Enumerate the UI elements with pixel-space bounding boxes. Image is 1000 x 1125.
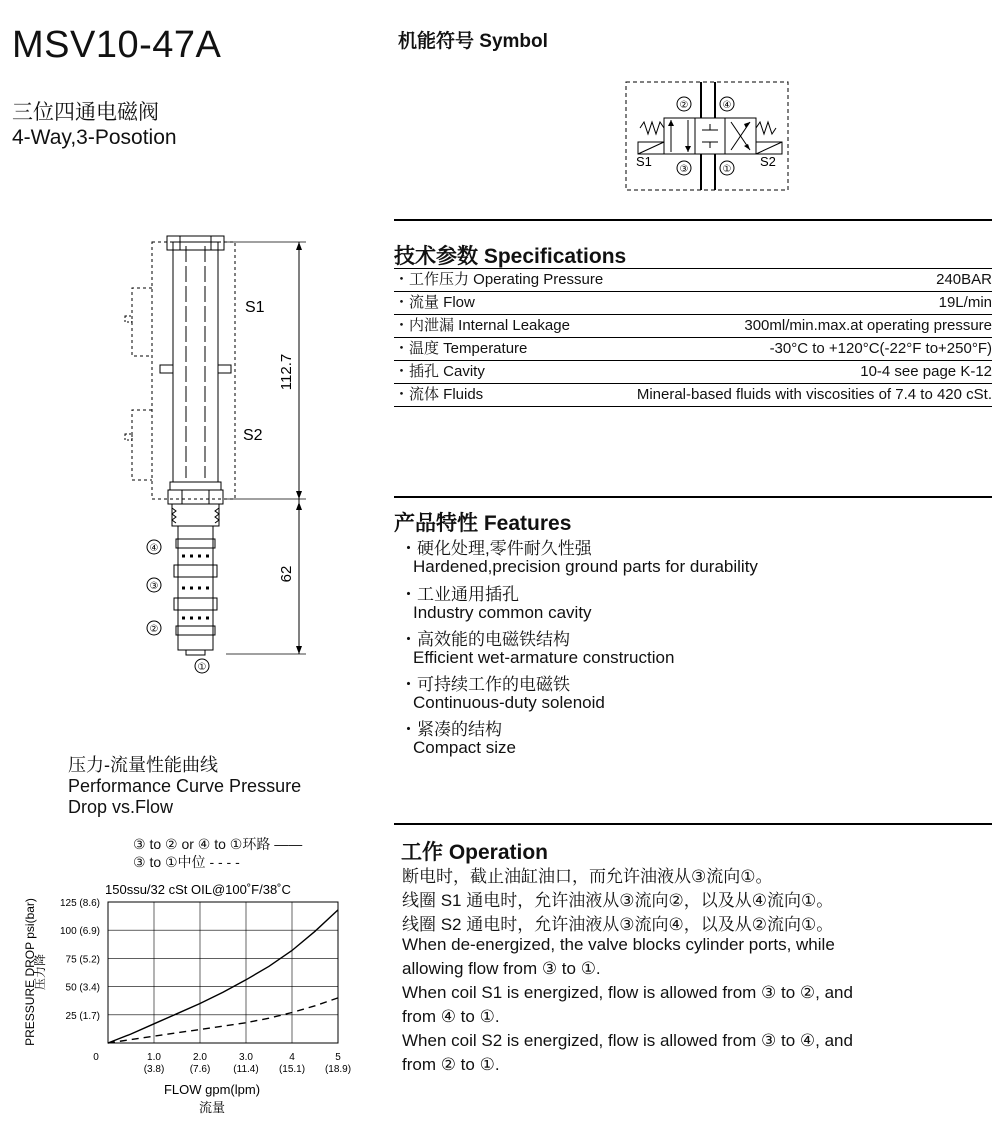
spec-row-pressure	[394, 269, 992, 292]
symbol-coil-s1: S1	[636, 154, 652, 169]
symbol-port-3: ③	[679, 164, 689, 175]
spec-row-leakage	[394, 315, 992, 338]
y-tick-label: 50 (3.4)	[65, 982, 100, 994]
y-axis-label: PRESSURE DROP psi(bar)	[23, 898, 37, 1046]
chart-grid	[108, 902, 338, 1043]
series-solid-line	[108, 910, 338, 1043]
performance-title-cn: 压力-流量性能曲线	[68, 755, 218, 775]
y-tick-label: 125 (8.6)	[59, 898, 100, 909]
symbol-coil-s2: S2	[760, 154, 776, 169]
valve-drawing	[110, 228, 310, 678]
features-title: 产品特性 Features	[394, 512, 572, 535]
x-tick-label: 3.0	[239, 1052, 253, 1063]
drawing-port-3: ③	[149, 581, 159, 592]
chart-title: 150ssu/32 cSt OIL@100˚F/38˚C	[105, 882, 291, 897]
spec-label: ・工作压力 Operating Pressure	[394, 271, 604, 288]
feature-3-cn: ・高效能的电磁铁结构	[400, 630, 570, 649]
spec-value: 19L/min	[938, 294, 992, 311]
spec-label: ・温度 Temperature	[394, 340, 528, 357]
specifications-title: 技术参数 Specifications	[394, 245, 627, 268]
operation-line-1: 断电时，截止油缸油口，而允许油液从③流向①。	[402, 867, 773, 886]
subtitle-en: 4-Way,3-Posotion	[12, 126, 177, 149]
feature-1-en: Hardened,precision ground parts for durability	[413, 557, 758, 576]
performance-title-en-1: Performance Curve Pressure	[68, 776, 302, 796]
feature-3-en: Efficient wet-armature construction	[413, 648, 675, 667]
feature-5-cn: ・紧凑的结构	[400, 720, 502, 739]
x-tick-sublabel: (11.4)	[233, 1064, 259, 1075]
performance-title-en-2: Drop vs.Flow	[68, 797, 174, 817]
spec-value: -30°C to +120°C(-22°F to+250°F)	[769, 340, 992, 357]
y-tick-label: 100 (6.9)	[59, 926, 100, 938]
feature-5-en: Compact size	[413, 738, 516, 757]
symbol-port-1: ①	[722, 164, 732, 175]
spec-row-temperature	[394, 338, 992, 361]
spec-value: 300ml/min.max.at operating pressure	[744, 317, 992, 334]
series-dashed-line	[108, 998, 338, 1043]
x-tick-sublabel: (7.6)	[189, 1064, 211, 1075]
drawing-port-1: ①	[197, 662, 207, 673]
operation-title: 工作 Operation	[401, 841, 549, 864]
drawing-port-2: ②	[149, 624, 159, 635]
y-axis-label-cn: 压力降	[33, 953, 47, 991]
drawing-port-4: ④	[149, 543, 159, 554]
features-rule	[394, 496, 992, 498]
operation-line-9: from ② to ①.	[402, 1055, 500, 1074]
y-tick-label: 25 (1.7)	[65, 1010, 100, 1022]
operation-line-7: from ④ to ①.	[402, 1007, 500, 1026]
feature-2-en: Industry common cavity	[413, 603, 592, 622]
hydraulic-symbol	[620, 78, 800, 196]
operation-rule	[394, 823, 992, 825]
spec-value: 10-4 see page K-12	[860, 363, 992, 380]
operation-line-4: When de-energized, the valve blocks cylinder ports, while	[402, 935, 835, 954]
x-tick-sublabel: (3.8)	[143, 1064, 165, 1075]
x-tick-label: 4	[289, 1052, 295, 1063]
dim-62: 62	[278, 565, 295, 583]
feature-1-cn: ・硬化处理,零件耐久性强	[400, 539, 592, 558]
legend-dashed: ③ to ①中位 - - - -	[133, 854, 240, 870]
drawing-coil-s2: S2	[243, 427, 263, 444]
feature-2-cn: ・工业通用插孔	[400, 585, 519, 604]
y-tick-label: 75 (5.2)	[65, 954, 100, 966]
symbol-port-2: ②	[679, 100, 689, 111]
spec-label: ・流量 Flow	[394, 294, 475, 311]
x-axis-label-cn: 流量	[198, 1100, 226, 1115]
performance-chart	[10, 872, 370, 1122]
operation-line-8: When coil S2 is energized, flow is allowed from ③ to ④, and	[402, 1031, 853, 1050]
spec-row-fluids	[394, 384, 992, 407]
spec-label: ・内泄漏 Internal Leakage	[394, 317, 570, 334]
drawing-coil-s1: S1	[245, 299, 265, 316]
x-tick-sublabel: (15.1)	[278, 1064, 306, 1075]
feature-4-en: Continuous-duty solenoid	[413, 693, 605, 712]
spec-top-rule	[394, 219, 992, 221]
operation-line-2: 线圈 S1 通电时，允许油液从③流向②，以及从④流向①。	[402, 891, 834, 910]
operation-line-5: allowing flow from ③ to ①.	[402, 959, 601, 978]
dim-112-7: 112.7	[278, 353, 295, 391]
symbol-port-4: ④	[722, 100, 732, 111]
symbol-title: 机能符号 Symbol	[398, 31, 548, 52]
spec-label: ・插孔 Cavity	[394, 363, 485, 380]
x-tick-label: 5	[335, 1052, 341, 1063]
spec-row-cavity	[394, 361, 992, 384]
spec-value: 240BAR	[936, 271, 992, 288]
spec-value: Mineral-based fluids with viscosities of 7.4 to 420 cSt.	[636, 386, 992, 403]
operation-line-3: 线圈 S2 通电时，允许油液从③流向④，以及从②流向①。	[402, 915, 834, 934]
x-tick-label: 1.0	[147, 1052, 161, 1063]
feature-4-cn: ・可持续工作的电磁铁	[400, 675, 570, 694]
x-axis-label: FLOW gpm(lpm)	[163, 1082, 261, 1097]
x-tick-label: 2.0	[193, 1052, 207, 1063]
chart-frame	[108, 902, 338, 1043]
subtitle-cn: 三位四通电磁阀	[12, 101, 159, 124]
legend-solid: ③ to ② or ④ to ①环路 ——	[133, 836, 303, 852]
x-tick-label: 0	[93, 1052, 99, 1063]
performance-title	[68, 755, 301, 818]
operation-line-6: When coil S1 is energized, flow is allowed from ③ to ②, and	[402, 983, 853, 1002]
x-tick-sublabel: (18.9)	[324, 1064, 352, 1075]
model-title: MSV10-47A	[12, 24, 222, 66]
spec-row-flow	[394, 292, 992, 315]
spec-label: ・流体 Fluids	[394, 386, 484, 403]
